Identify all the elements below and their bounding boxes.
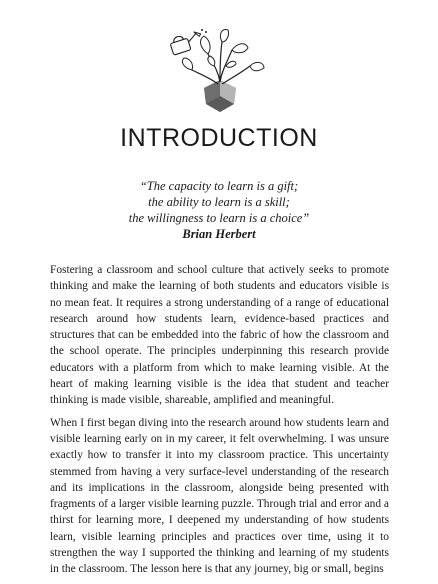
- epigraph-author: Brian Herbert: [182, 227, 256, 241]
- plant-pot-illustration: [160, 26, 280, 116]
- paragraph: Fostering a classroom and school culture that actively seeks to promote thinking and make the learning of both students and educators visible is no mean feat. It requires a strong understanding of a range of educational research around how students learn, evidence-based practices and structures that can be embedded into the fabric of how the classroom and the school operate. The principles underpinning this research provide educators with a platform from which to make learning visible. At the heart of making learning visible is the idea that student and teacher thinking is made visible, shareable, amplified and meaningful.: [50, 264, 389, 407]
- chapter-title: INTRODUCTION: [120, 124, 318, 152]
- epigraph-line: the willingness to learn is a choice”: [128, 211, 310, 225]
- plant-pot-with-watering-can-icon: [160, 26, 280, 116]
- epigraph-line: the ability to learn is a skill;: [148, 195, 290, 209]
- epigraph: [0, 178, 438, 242]
- body-text: [50, 262, 389, 584]
- paragraph: When I first began diving into the research around how students learn and visible learning early on in my career, it felt overwhelming. I was unsure exactly how to transfer it into my classroom practice. This uncertainty stemmed from having a very surface-level understanding of the research and its implications in the classroom, alongside being presented with fragments of a larger visible learning puzzle. Through trial and error and a thirst for learning more, I deepened my understanding of how students learn, visible learning principles and practices over time, using it to strengthen the way I supported the thinking and learning of my students in the classroom. The lesson here is that any journey, big or small, begins: [50, 416, 389, 576]
- epigraph-line: “The capacity to learn is a gift;: [139, 179, 299, 193]
